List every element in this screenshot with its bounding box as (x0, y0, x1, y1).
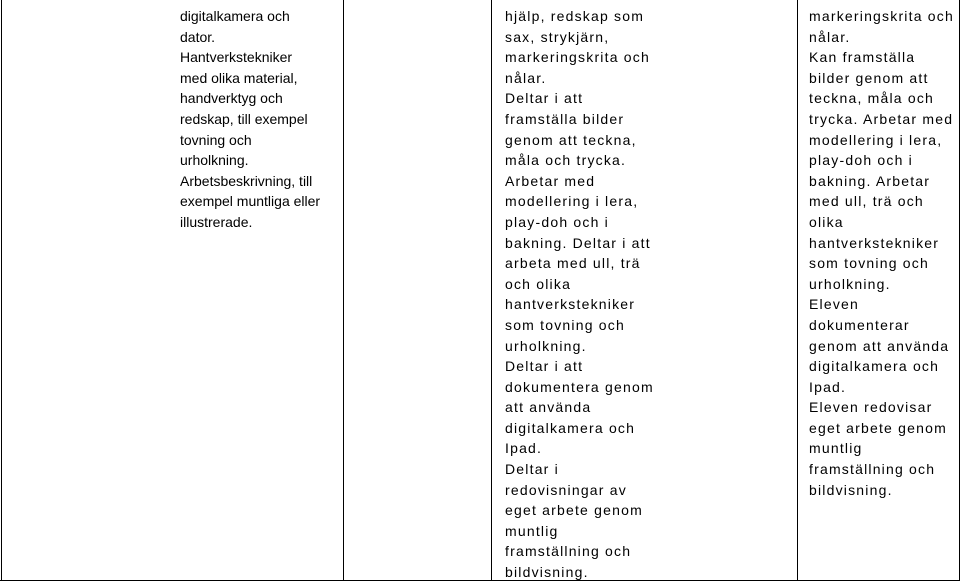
text-line: hantverkstekniker (809, 234, 940, 251)
text-line: urholkning. (505, 337, 587, 354)
text-line: digitalkamera och (505, 419, 636, 436)
text-line: med ull, trä och (809, 193, 924, 210)
bullet-item-line (180, 47, 342, 68)
text-line (180, 109, 342, 130)
text-line (180, 88, 342, 109)
text-line: framställning och (809, 461, 936, 478)
line-text: urholkning. (180, 152, 249, 169)
text-line: bakning. Arbetar (809, 172, 931, 189)
text-line: dokumenterar (809, 316, 910, 333)
text-line: nålar. (809, 28, 851, 45)
criteria-text-grade-1 (505, 6, 795, 581)
line-text: dator. (180, 28, 216, 45)
column-divider (491, 0, 492, 581)
text-line (180, 6, 342, 27)
text-line: Deltar i att (505, 90, 584, 107)
line-text: tovning och (180, 131, 252, 148)
text-line: eget arbete genom (505, 502, 643, 519)
text-line: teckna, måla och (809, 90, 935, 107)
text-line: urholkning. (809, 275, 891, 292)
text-line (180, 150, 342, 171)
text-line: nålar. (505, 69, 547, 86)
text-line: bilder genom att (809, 69, 929, 86)
text-line: bakning. Deltar i att (505, 234, 651, 251)
text-line: som tovning och (505, 316, 625, 333)
text-line: genom att teckna, (505, 131, 637, 148)
text-line: play-doh och i (809, 152, 913, 169)
table-cell-col4 (809, 0, 959, 581)
text-line: måla och trycka. (505, 152, 627, 169)
text-line: Eleven (809, 296, 860, 313)
text-line: bildvisning. (809, 481, 893, 498)
bullet-item-line (180, 171, 342, 192)
text-line: genom att använda (809, 337, 950, 354)
text-line: Kan framställa (809, 49, 916, 66)
text-line (180, 191, 342, 212)
text-line: som tovning och (809, 255, 929, 272)
table-cell-col1 (180, 0, 342, 581)
text-line: framställa bilder (505, 110, 625, 127)
text-line: Ipad. (505, 440, 543, 457)
line-text: redskap, till exempel (180, 110, 308, 127)
text-line: dokumentera genom (505, 378, 654, 395)
text-line (180, 130, 342, 151)
text-line: att använda (505, 399, 592, 416)
text-line: arbeta med ull, trä (505, 255, 641, 272)
text-line: markeringskrita och (809, 8, 954, 24)
text-line: Deltar i (505, 461, 559, 478)
text-line (180, 212, 342, 233)
text-line: modellering i lera, (809, 131, 943, 148)
text-line (180, 68, 342, 89)
line-text: digitalkamera och (180, 8, 290, 24)
line-text: handverktyg och (180, 90, 283, 107)
line-text: exempel muntliga eller (180, 193, 321, 210)
table-border-left (1, 0, 2, 581)
text-line (180, 27, 342, 48)
text-line: trycka. Arbetar med (809, 110, 954, 127)
text-line: Deltar i att (505, 358, 584, 375)
text-line: Eleven redovisar (809, 399, 933, 416)
text-line: play-doh och i (505, 213, 609, 230)
table-cell-col2-empty (344, 0, 490, 581)
line-text: med olika material, (180, 69, 298, 86)
text-line: sax, strykjärn, (505, 28, 610, 45)
bullet-list (180, 6, 342, 233)
text-line: olika (809, 213, 844, 230)
line-text: Arbetsbeskrivning, till (180, 172, 313, 189)
text-line: redovisningar av (505, 481, 627, 498)
line-text: illustrerade. (180, 213, 253, 230)
text-line: eget arbete genom (809, 419, 947, 436)
text-line: bildvisning. (505, 564, 589, 581)
text-line: muntlig (505, 522, 559, 539)
criteria-text-grade-2 (809, 6, 959, 500)
table-cell-col3 (505, 0, 795, 581)
text-line: markeringskrita och (505, 49, 650, 66)
text-line: och olika (505, 275, 572, 292)
text-line: digitalkamera och (809, 358, 940, 375)
text-line: hantverkstekniker (505, 296, 636, 313)
text-line: Arbetar med (505, 172, 596, 189)
text-line: framställning och (505, 543, 632, 560)
text-line: modellering i lera, (505, 193, 639, 210)
column-divider (797, 0, 798, 581)
text-line: hjälp, redskap som (505, 8, 645, 24)
text-line: muntlig (809, 440, 863, 457)
line-text: Hantverkstekniker (180, 49, 293, 66)
text-line: Ipad. (809, 378, 847, 395)
